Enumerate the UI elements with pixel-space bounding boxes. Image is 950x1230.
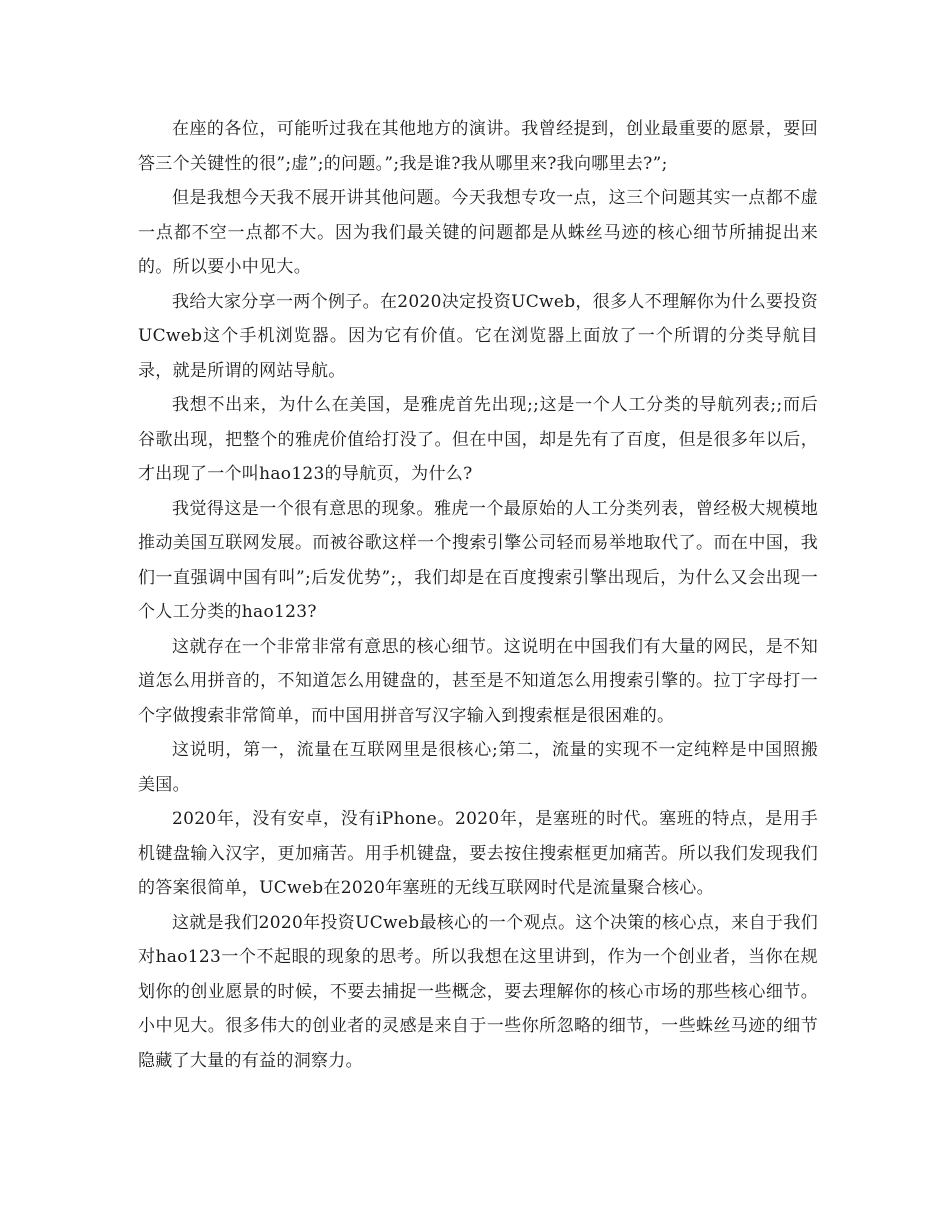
paragraph-8: 2020年，没有安卓，没有iPhone。2020年，是塞班的时代。塞班的特点，是用手机键盘输入汉字，更加痛苦。用手机键盘，要去按住搜索框更加痛苦。所以我们发现我们的答案很简单，UCweb在2020年塞班的无线互联网时代是流量聚合核心。 [138, 809, 818, 898]
paragraph-9: 这就是我们2020年投资UCweb最核心的一个观点。这个决策的核心点，来自于我们对hao123一个不起眼的现象的思考。所以我想在这里讲到，作为一个创业者，当你在规划你的创业愿景的时候，不要去捕捉一些概念，要去理解你的核心市场的那些核心细节。小中见大。很多伟大的创业者的灵感是来自于一些你所忽略的细节，一些蛛丝马迹的细节隐藏了大量的有益的洞察力。 [138, 912, 818, 1071]
paragraph-5: 我觉得这是一个很有意思的现象。雅虎一个最原始的人工分类列表，曾经极大规模地推动美国互联网发展。而被谷歌这样一个搜索引擎公司轻而易举地取代了。而在中国，我们一直强调中国有叫”;后发优势”;，我们却是在百度搜索引擎出现后，为什么又会出现一个人工分类的hao123? [138, 498, 818, 622]
paragraph-4: 我想不出来，为什么在美国，是雅虎首先出现;;这是一个人工分类的导航列表;;而后谷歌出现，把整个的雅虎价值给打没了。但在中国，却是先有了百度，但是很多年以后，才出现了一个叫hao123的导航页，为什么? [138, 395, 818, 484]
paragraph-1: 在座的各位，可能听过我在其他地方的演讲。我曾经提到，创业最重要的愿景，要回答三个关键性的很”;虚”;的问题。”;我是谁?我从哪里来?我向哪里去?”; [138, 119, 818, 174]
paragraph-2: 但是我想今天我不展开讲其他问题。今天我想专攻一点，这三个问题其实一点都不虚一点都不空一点都不大。因为我们最关键的问题都是从蛛丝马迹的核心细节所捕捉出来的。所以要小中见大。 [138, 188, 818, 277]
paragraph-7: 这说明，第一，流量在互联网里是很核心;第二，流量的实现不一定纯粹是中国照搬美国。 [138, 740, 818, 795]
document-body [138, 112, 818, 1078]
paragraph-3: 我给大家分享一两个例子。在2020决定投资UCweb，很多人不理解你为什么要投资UCweb这个手机浏览器。因为它有价值。它在浏览器上面放了一个所谓的分类导航目录，就是所谓的网站导航。 [138, 291, 818, 381]
paragraph-6: 这就存在一个非常非常有意思的核心细节。这说明在中国我们有大量的网民，是不知道怎么用拼音的，不知道怎么用键盘的，甚至是不知道怎么用搜索引擎的。拉丁字母打一个字做搜索非常简单，而中国用拼音写汉字输入到搜索框是很困难的。 [138, 636, 818, 726]
